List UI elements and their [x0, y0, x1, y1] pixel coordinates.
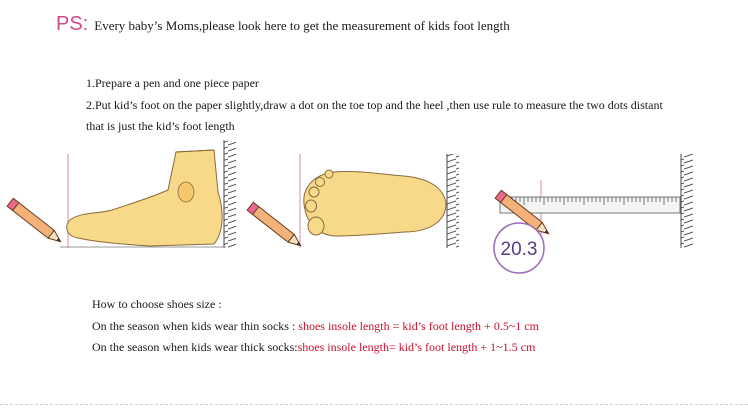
ps-label: PS: — [56, 13, 89, 35]
instruction-steps — [86, 73, 663, 138]
divider — [0, 404, 748, 405]
sizing-tips — [92, 294, 539, 359]
wall — [681, 154, 693, 248]
panel-ruler — [494, 154, 693, 273]
panel-side-view — [7, 140, 236, 248]
step-1: 1.Prepare a pen and one piece paper — [86, 76, 259, 90]
pencil-icon — [247, 202, 304, 249]
wall — [447, 154, 459, 248]
tip-thin-label: On the season when kids wear thin socks : — [92, 318, 299, 333]
wall — [224, 140, 236, 248]
tip-thick-label: On the season when kids wear thick socks: — [92, 340, 298, 354]
step-2-continued: that is just the kid’s foot length — [86, 119, 235, 133]
tip-thin-socks — [92, 316, 539, 338]
step-2: 2.Put kid’s foot on the paper slightly,draw a dot on the toe top and the heel ,then use rule to measure the two dots distant — [86, 97, 663, 112]
measurement-illustrations — [0, 140, 748, 280]
tip-thin-rule: shoes insole length = kid’s foot length + 0.5~1 cm — [298, 318, 539, 333]
foot-top-icon — [304, 171, 446, 236]
pencil-icon — [7, 198, 64, 245]
panel-top-view — [247, 154, 459, 250]
header — [56, 13, 510, 36]
tip-thick-socks — [92, 337, 539, 359]
tip-thick-rule: shoes insole length= kid’s foot length + 1~1.5 cm — [297, 340, 536, 354]
measurement-value: 20.3 — [500, 239, 538, 260]
foot-side-icon — [67, 150, 222, 246]
header-text: Every baby’s Moms,please look here to get the measurement of kids foot length — [94, 18, 510, 33]
tips-title: How to choose shoes size : — [92, 297, 222, 311]
